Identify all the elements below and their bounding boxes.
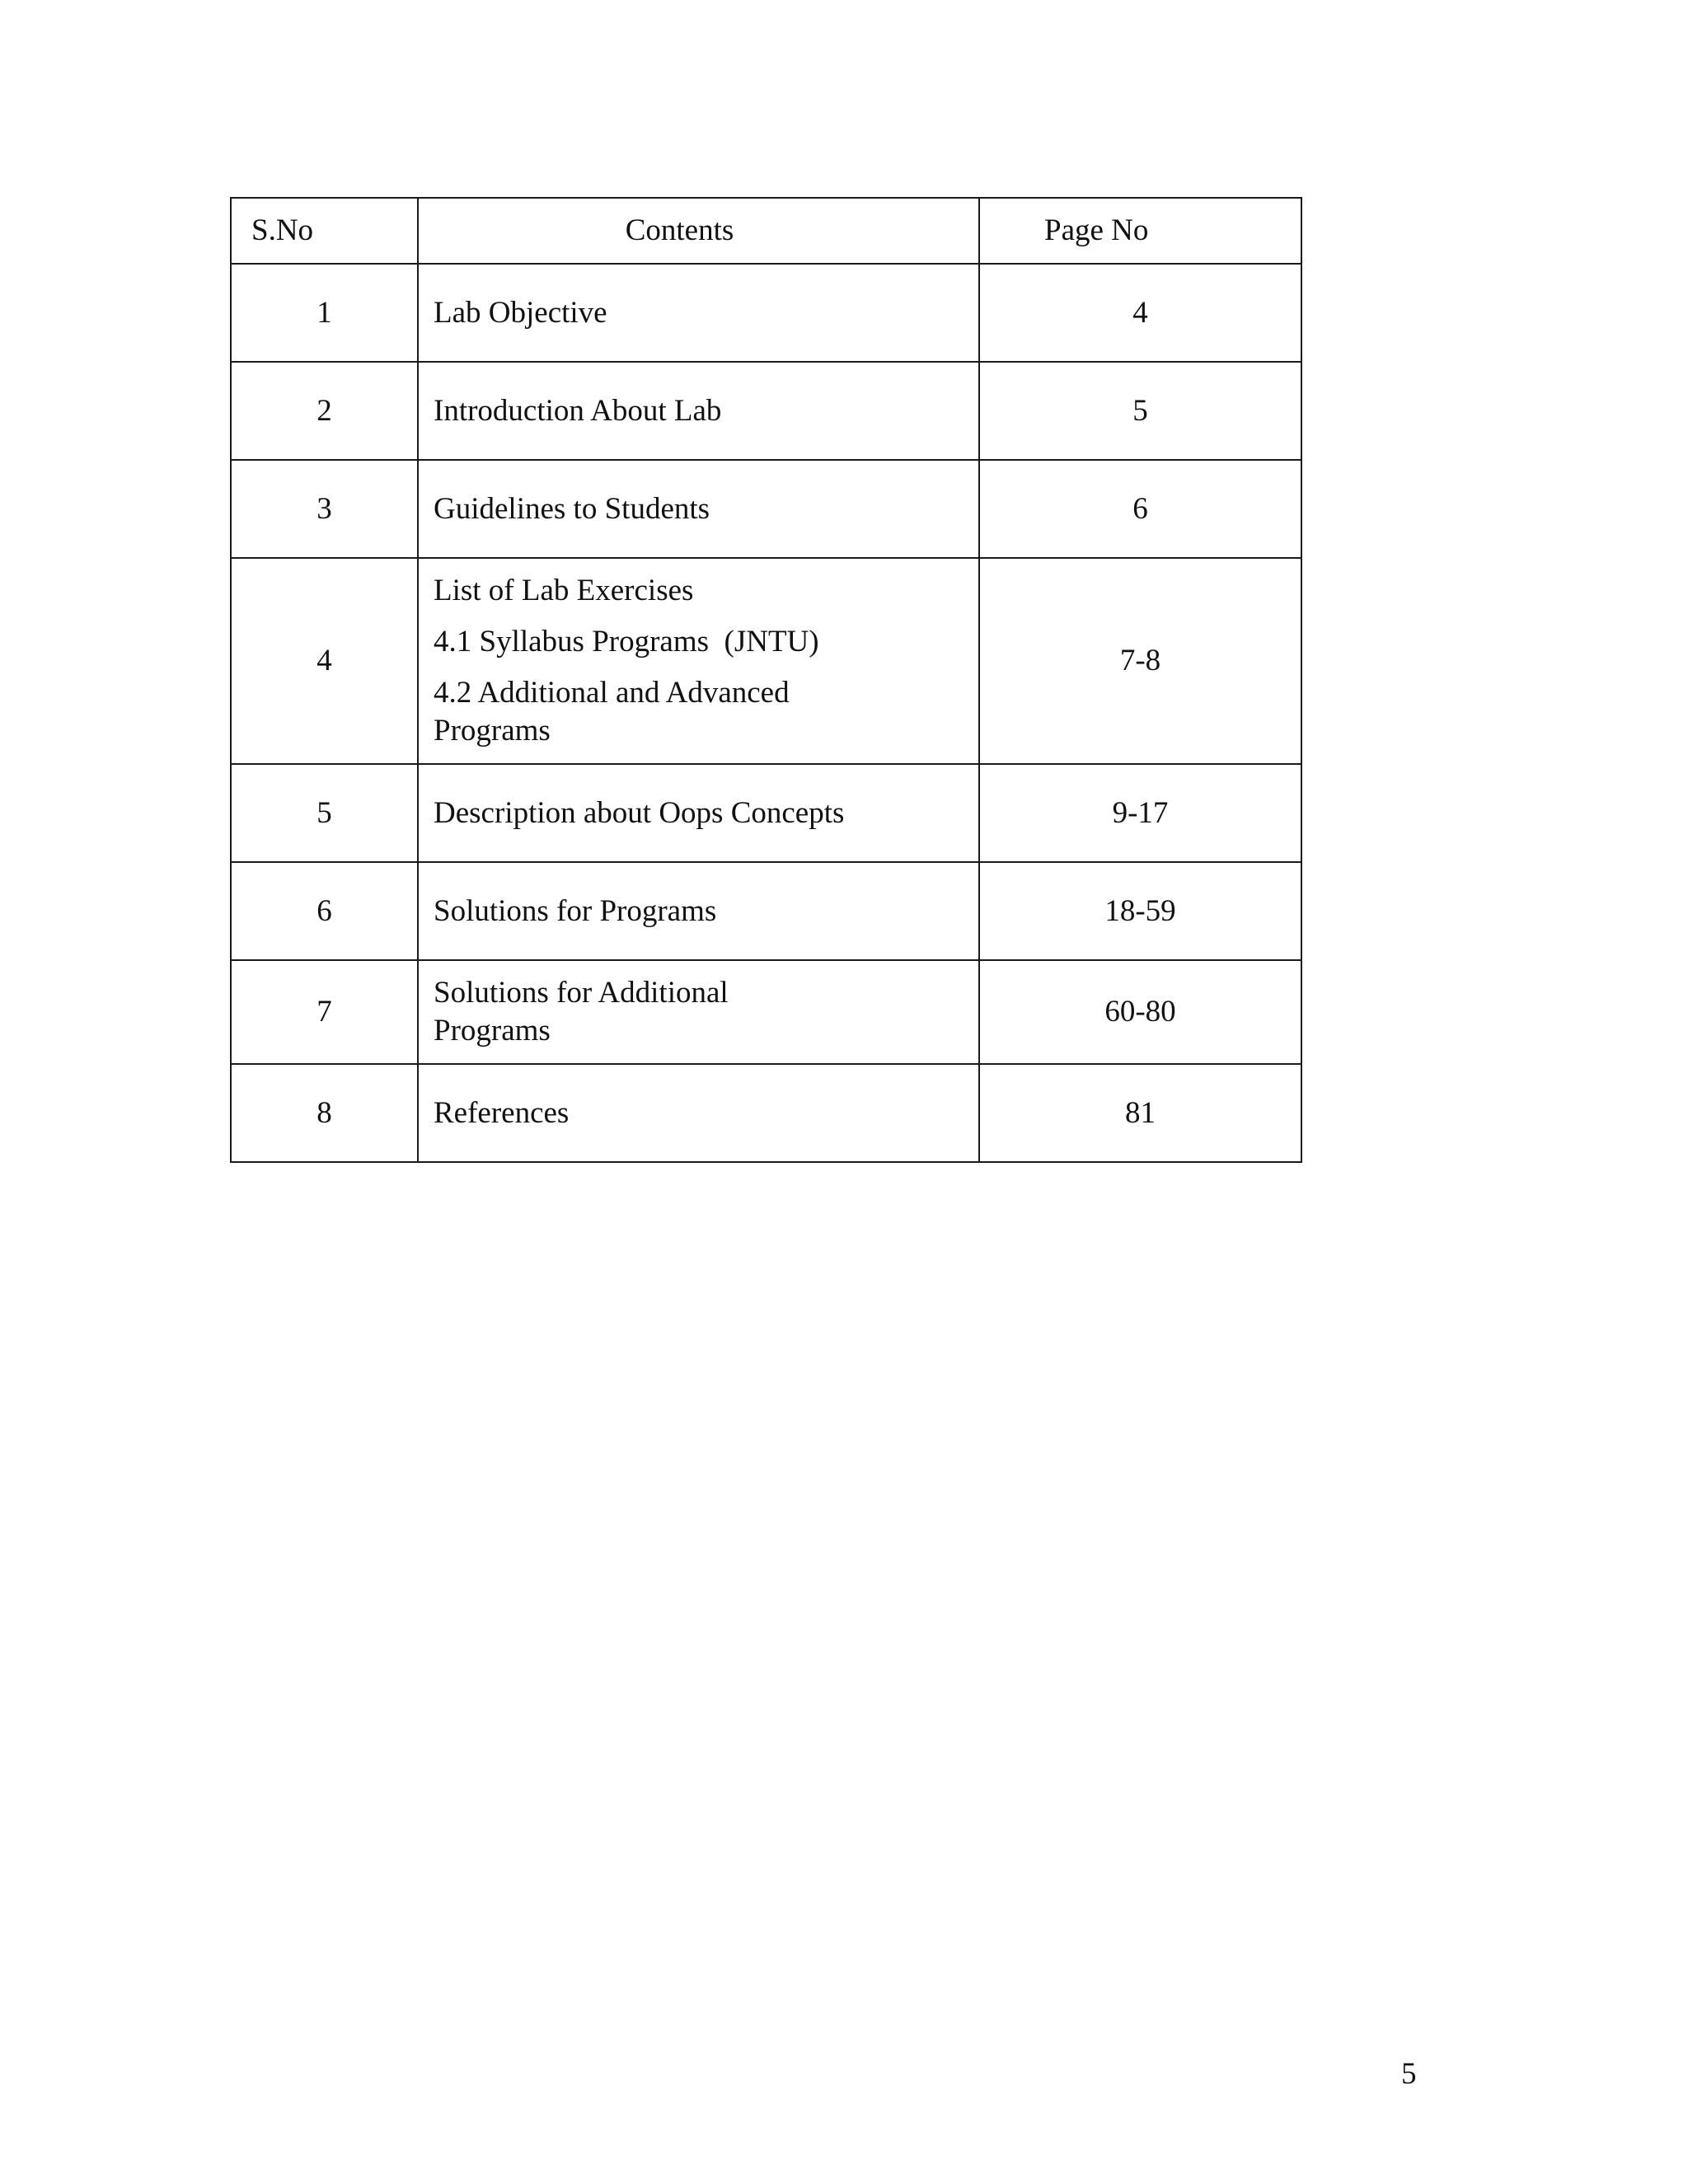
row-sno: 5 (231, 764, 418, 862)
page-number: 5 (1401, 2057, 1417, 2091)
table-row (231, 1064, 1301, 1162)
row-contents-line: Programs (434, 714, 551, 748)
row-contents-line: 4.2 Additional and Advanced (434, 676, 790, 710)
table-row (231, 960, 1301, 1064)
row-contents-line: 4.1 Syllabus Programs (JNTU) (434, 625, 819, 658)
row-page-no: 18-59 (979, 862, 1301, 960)
row-contents (418, 960, 979, 1064)
table-row (231, 362, 1301, 460)
row-contents (418, 1064, 979, 1162)
row-sno: 4 (231, 558, 418, 764)
row-page-no: 81 (979, 1064, 1301, 1162)
row-page-no: 6 (979, 460, 1301, 558)
row-sno: 3 (231, 460, 418, 558)
row-contents-line: Guidelines to Students (434, 491, 710, 526)
table-header-row (231, 198, 1301, 264)
row-contents (418, 362, 979, 460)
table-row (231, 460, 1301, 558)
row-contents (418, 460, 979, 558)
row-contents-line: References (434, 1095, 570, 1130)
row-contents (418, 862, 979, 960)
row-page-no: 7-8 (979, 558, 1301, 764)
row-sno: 8 (231, 1064, 418, 1162)
table-row (231, 764, 1301, 862)
row-page-no: 4 (979, 264, 1301, 362)
table-row (231, 862, 1301, 960)
row-contents-line: Programs (434, 1014, 551, 1047)
row-contents-line: Description about Oops Concepts (434, 795, 845, 830)
row-contents (418, 558, 979, 764)
table-row (231, 264, 1301, 362)
row-contents (418, 264, 979, 362)
header-page-no: Page No (979, 198, 1301, 264)
row-sno: 2 (231, 362, 418, 460)
row-page-no: 60-80 (979, 960, 1301, 1064)
header-sno: S.No (231, 198, 418, 264)
row-page-no: 9-17 (979, 764, 1301, 862)
row-sno: 1 (231, 264, 418, 362)
row-sno: 7 (231, 960, 418, 1064)
header-contents: Contents (418, 198, 979, 264)
row-contents-line: Solutions for Additional (434, 976, 729, 1010)
table-row (231, 558, 1301, 764)
row-page-no: 5 (979, 362, 1301, 460)
row-contents-line: List of Lab Exercises (434, 574, 694, 607)
row-sno: 6 (231, 862, 418, 960)
row-contents (418, 764, 979, 862)
row-contents-line: Lab Objective (434, 295, 607, 330)
row-contents-line: Solutions for Programs (434, 893, 717, 928)
table-of-contents (230, 197, 1302, 1163)
row-contents-line: Introduction About Lab (434, 393, 722, 428)
